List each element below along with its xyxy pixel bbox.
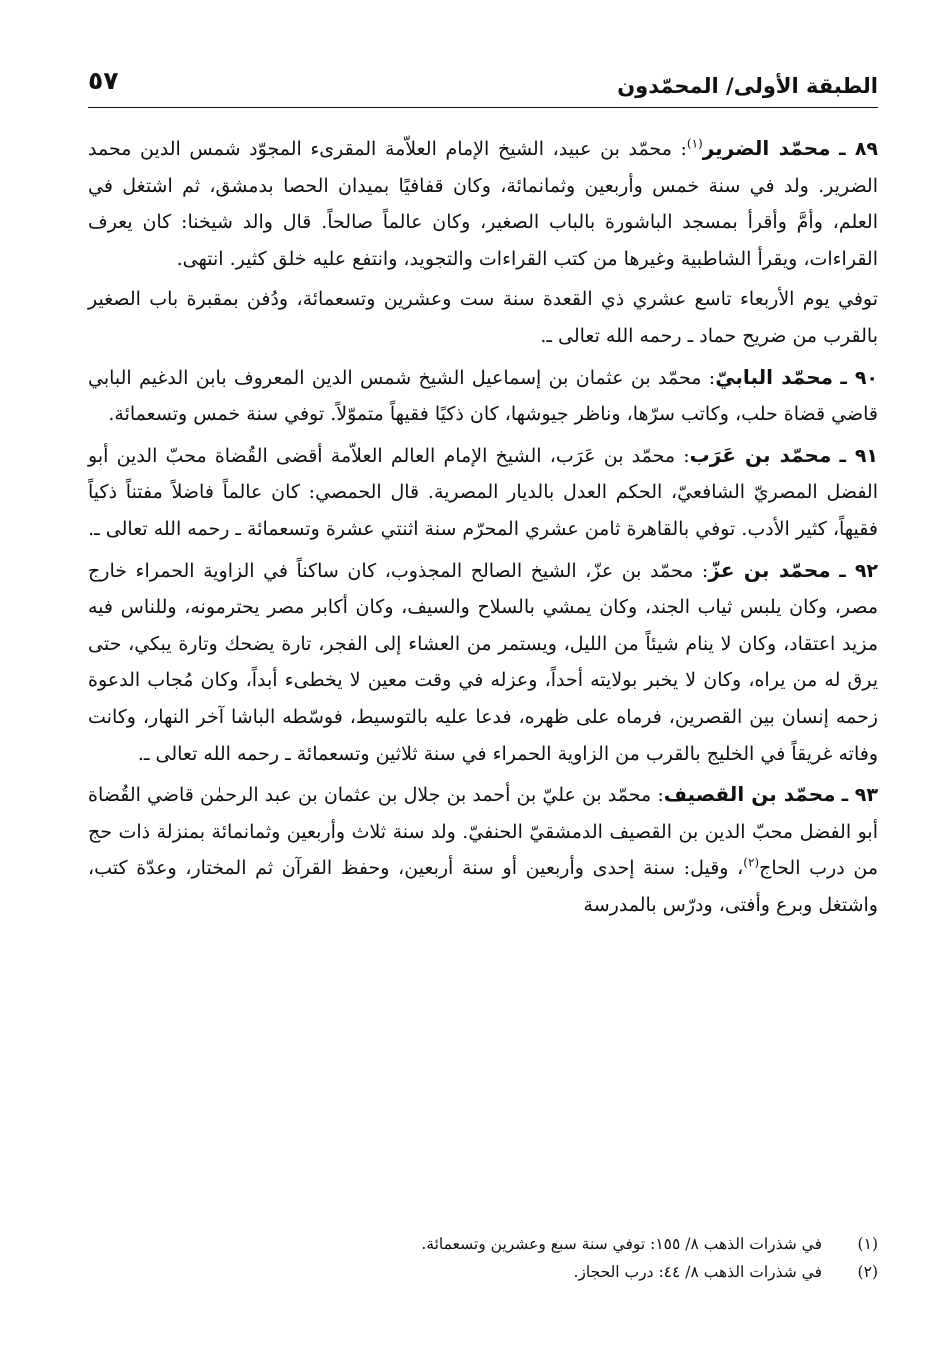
footnote-1 xyxy=(88,1230,878,1258)
biography-entry-90 xyxy=(88,359,878,433)
footnote-text: في شذرات الذهب ٨/ ٤٤: درب الحجاز. xyxy=(573,1263,822,1281)
running-title: الطبقة الأولى/ المحمّدون xyxy=(617,74,878,98)
page-number: ٥٧ xyxy=(88,66,119,95)
biography-entry-91 xyxy=(88,437,878,548)
footnote-text: في شذرات الذهب ٨/ ١٥٥: توفي سنة سبع وعشرين وتسعمائة. xyxy=(421,1235,822,1253)
entry-text: : محمّد بن عثمان بن إسماعيل الشيخ شمس الدين المعروف بابن الدغيم البابي قاضي قضاة حلب، وكاتب سرّها، وناظر جيوشها، كان ذكيًا فقيهاً متموّلاً. توفي سنة خمس وتسعمائة. xyxy=(88,366,878,426)
footnote-number: (١) xyxy=(857,1235,878,1253)
biography-entry-92 xyxy=(88,552,878,773)
entry-name: محمّد بن عزّ xyxy=(708,557,831,582)
biography-entry-93 xyxy=(88,776,878,923)
biography-entry-89 xyxy=(88,130,878,277)
entry-text: : محمّد بن عليّ بن أحمد بن جلال بن عثمان بن عبد الرحمٰن قاضي القُضاة أبو الفضل محبّ الدين بن القصيف الدمشقيّ الحنفيّ. ولد سنة ثلاث وأربعين وثمانمائة بمنزلة ذات حج من درب الحاج xyxy=(88,784,878,880)
entry-number: ٩١ ـ xyxy=(839,444,879,467)
entry-text: : محمّد بن عبيد، الشيخ الإمام العلاّمة المقرىء المجوّد شمس الدين محمد الضرير. ولد في سنة خمس وأربعين وثمانمائة، وكان قفافيًا بميدان الحصا بدمشق، ثم اشتغل في العلم، وأمَّ وأقرأ بمسجد الباشورة بالباب الصغير، وكان عالماً صالحاً. قال والد شيخنا: كان يعرف القراءات، ويقرأ الشاطبية وغيرها من كتب القراءات والتجويد، وانتفع عليه خلق كثير. انتهى. xyxy=(88,138,878,270)
entry-name: محمّد البابيّ xyxy=(715,364,834,389)
main-text xyxy=(88,130,878,923)
entry-number: ٩٣ ـ xyxy=(841,784,878,807)
entry-name: محمّد الضرير xyxy=(702,136,831,160)
entry-name: محمّد بن عَرَب xyxy=(689,442,832,467)
entry-number: ٨٩ ـ xyxy=(839,138,879,160)
footnote-reference[interactable]: (١) xyxy=(686,136,703,151)
footnotes xyxy=(88,1230,878,1286)
entry-number: ٩٠ ـ xyxy=(840,366,879,389)
entry-text-after: ، وقيل: سنة إحدى وأربعين أو سنة أربعين، وحفظ القرآن ثم المختار، وعدّة كتب، واشتغل وبرع وأفتى، ودرّس بالمدرسة xyxy=(88,857,878,916)
footnote-reference[interactable]: (٢) xyxy=(743,855,760,870)
entry-continuation: توفي يوم الأربعاء تاسع عشري ذي القعدة سنة ست وعشرين وتسعمائة، ودُفن بمقبرة باب الصغير بالقرب من ضريح حماد ـ رحمه الله تعالى ـ. xyxy=(88,288,878,347)
running-header xyxy=(88,60,878,108)
entry-name: محمّد بن القصيف xyxy=(663,782,836,807)
entry-text: : محمّد بن عزّ، الشيخ الصالح المجذوب، كان ساكناً في الزاوية الحمراء خارج مصر، وكان يلبس ثياب الجند، وكان يمشي بالسلاح والسيف، وكان أكابر مصر يحترمونه، وللناس فيه مزيد اعتقاد، وكان لا ينام شيئاً من الليل، ويستمر من العشاء إلى الفجر، تارة يضحك وتارة يبكي، حتى يرق له من يراه، وكان لا يخبر بولايته أحداً، وعزله في وقت معين لا يخطىء أبداً، وكان مُجاب الدعوة زحمه إنسان بين القصرين، فرماه على ظهره، فدعا عليه بالتوسيط، فوسّطه الباشا آخر النهار، وكانت وفاته غريقاً في الخليج بالقرب من الزاوية الحمراء في سنة ثلاثين وتسعمائة ـ رحمه الله تعالى ـ. xyxy=(88,559,878,765)
book-page xyxy=(88,60,878,1320)
footnote-number: (٢) xyxy=(857,1263,878,1281)
footnote-2 xyxy=(88,1258,878,1286)
entry-number: ٩٢ ـ xyxy=(839,559,879,582)
entry-text: : محمّد بن عَرَب، الشيخ الإمام العالم العلاّمة أقضى القُضاة محبّ الدين أبو الفضل المصريّ الشافعيّ، الحكم العدل بالديار المصرية. قال الحمصي: كان عالماً فاضلاً مفتناً ذكياً فقيهاً، كثير الأدب. توفي بالقاهرة ثامن عشري المحرّم سنة اثنتي عشرة وتسعمائة ـ رحمه الله تعالى ـ. xyxy=(88,444,878,540)
